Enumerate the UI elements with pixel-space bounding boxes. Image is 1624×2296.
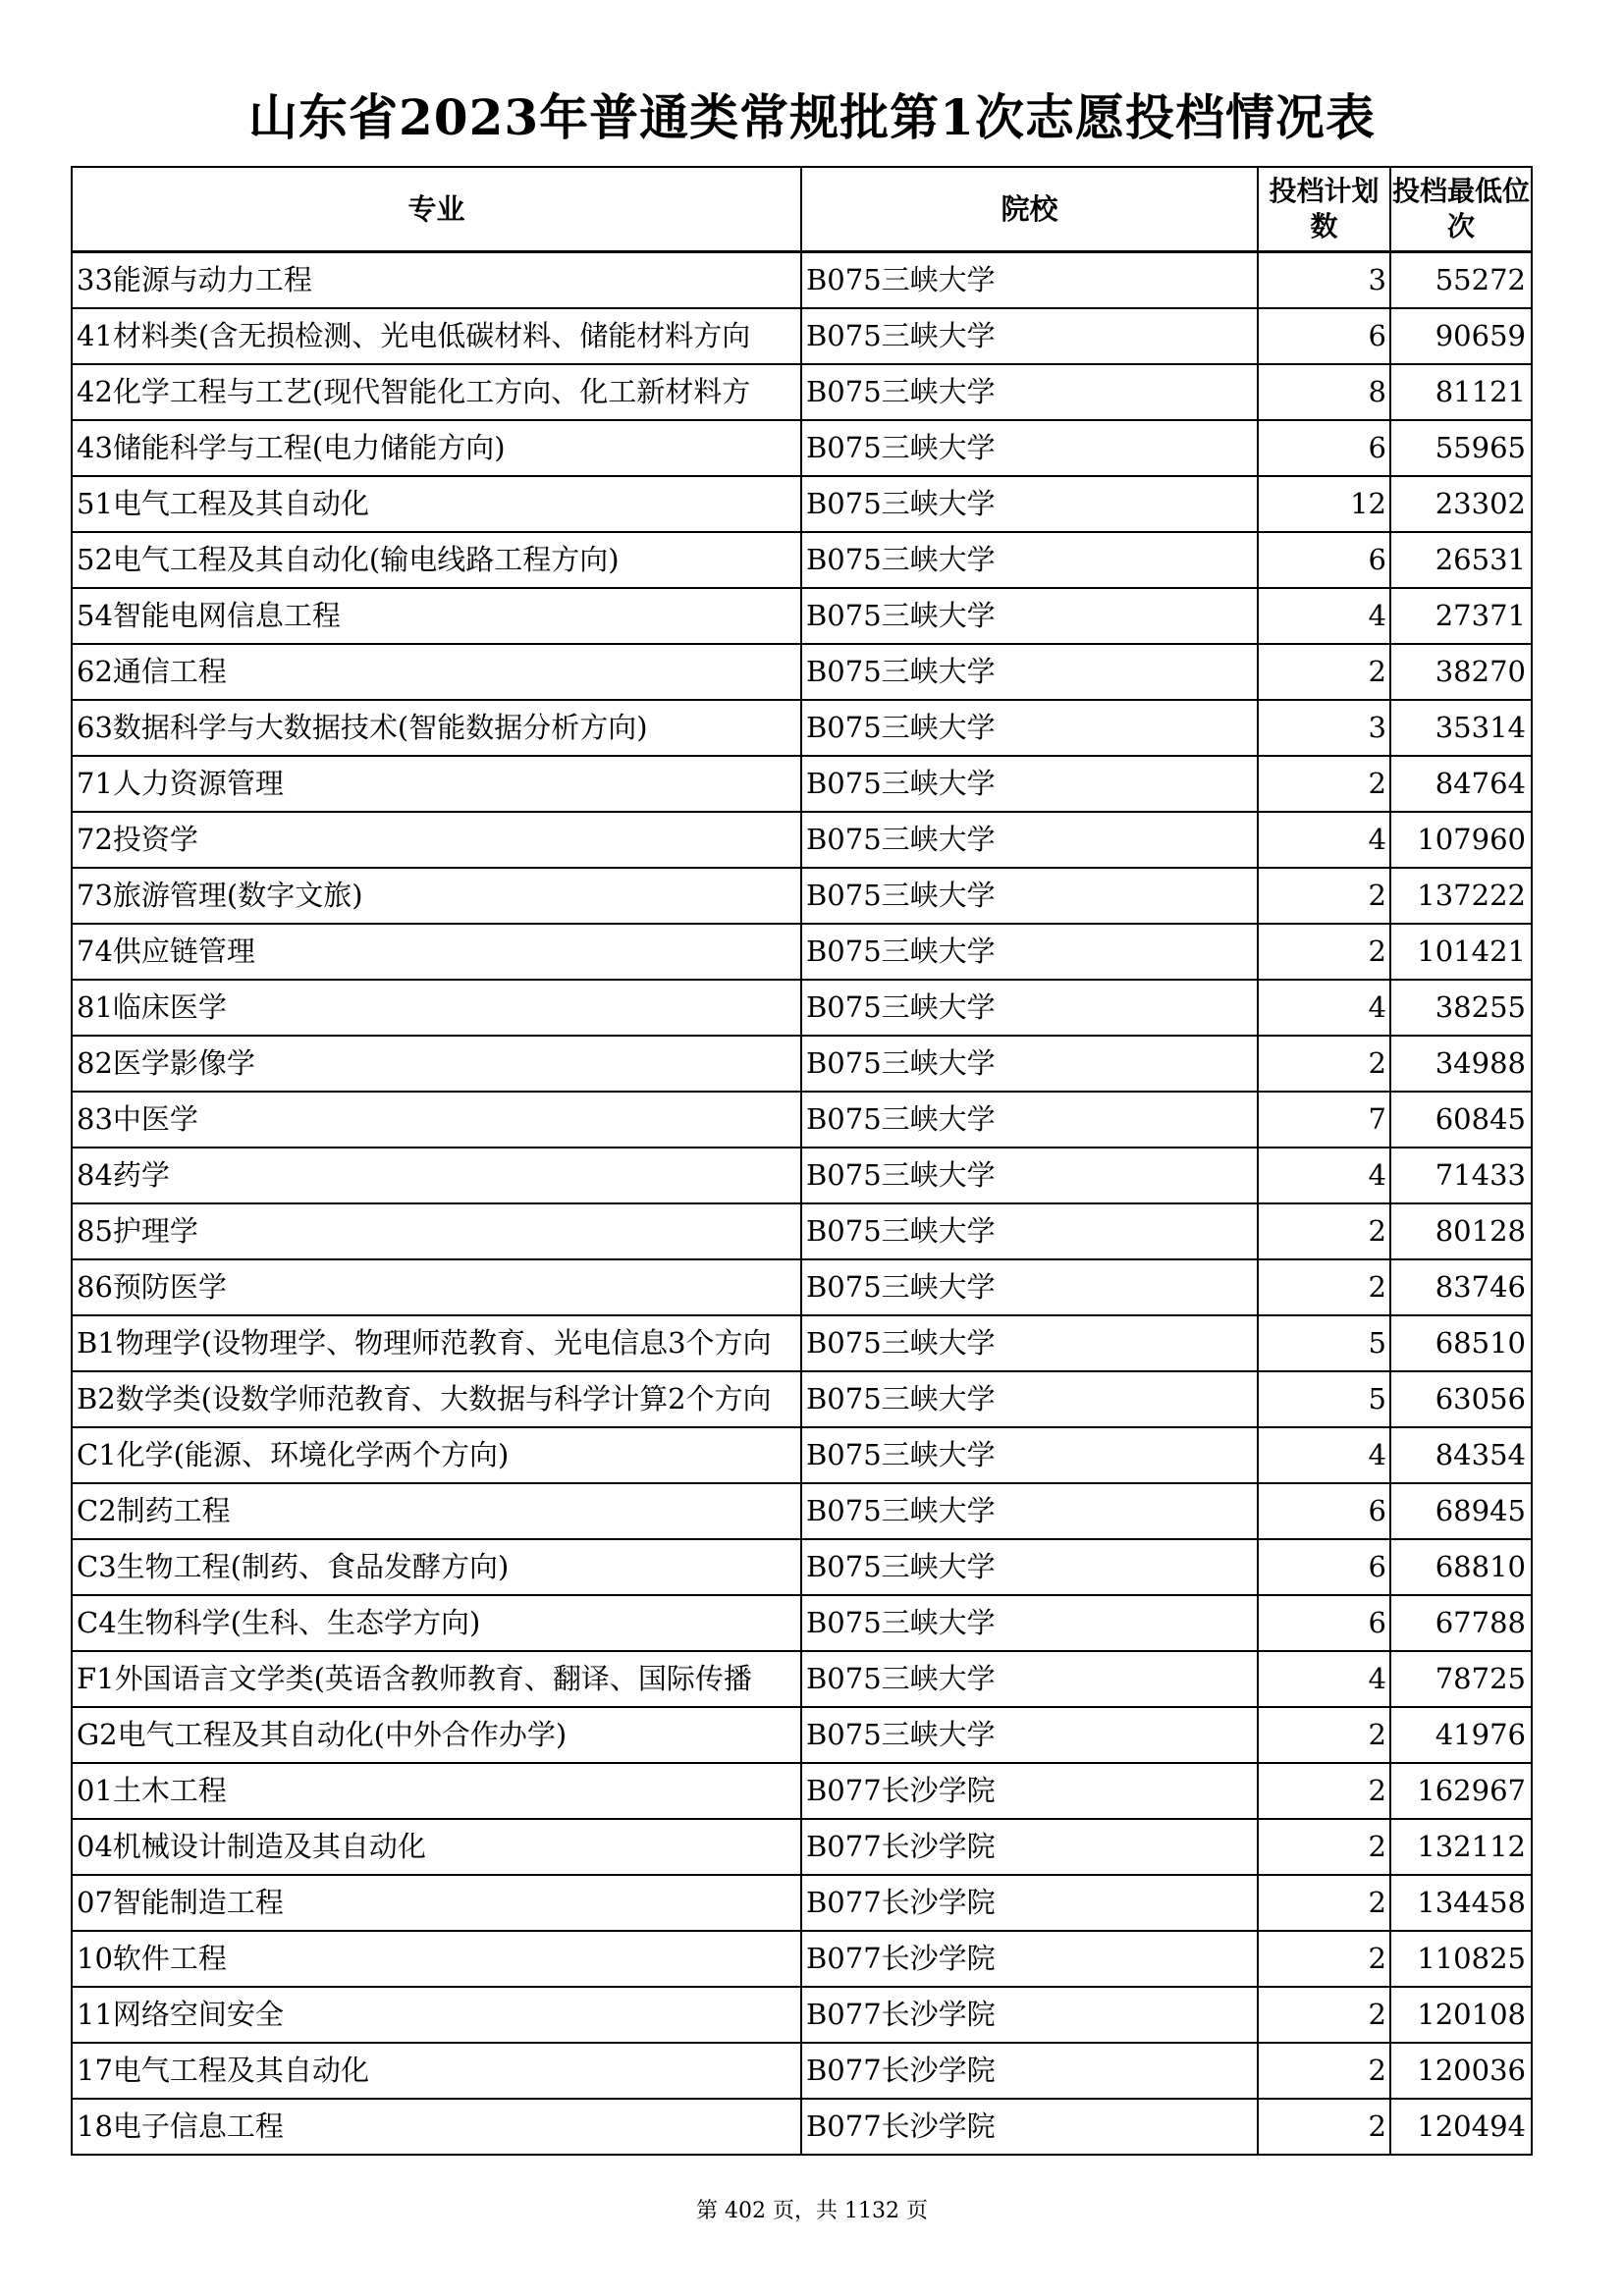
header-plan: 投档计划数 xyxy=(1258,167,1390,252)
table-row xyxy=(72,980,1532,1036)
school-cell: B075三峡大学 xyxy=(801,700,1258,756)
major-cell: C2制药工程 xyxy=(72,1483,801,1539)
table-header xyxy=(72,167,1532,252)
major-cell: 71人力资源管理 xyxy=(72,756,801,812)
plan-count-cell: 2 xyxy=(1258,644,1390,700)
major-cell: F1外国语言文学类(英语含教师教育、翻译、国际传播 xyxy=(72,1651,801,1707)
school-cell: B075三峡大学 xyxy=(801,308,1258,364)
school-cell: B075三峡大学 xyxy=(801,924,1258,980)
plan-count-cell: 6 xyxy=(1258,420,1390,476)
min-rank-cell: 81121 xyxy=(1390,364,1532,420)
major-cell: 43储能科学与工程(电力储能方向) xyxy=(72,420,801,476)
plan-count-cell: 2 xyxy=(1258,1931,1390,1987)
school-cell: B077长沙学院 xyxy=(801,1819,1258,1875)
header-major: 专业 xyxy=(72,167,801,252)
table-row xyxy=(72,2043,1532,2099)
min-rank-cell: 162967 xyxy=(1390,1763,1532,1819)
table-row xyxy=(72,1539,1532,1595)
table-row xyxy=(72,588,1532,644)
major-cell: 33能源与动力工程 xyxy=(72,252,801,309)
min-rank-cell: 38255 xyxy=(1390,980,1532,1036)
plan-count-cell: 3 xyxy=(1258,700,1390,756)
table-row xyxy=(72,308,1532,364)
plan-count-cell: 2 xyxy=(1258,1036,1390,1092)
plan-count-cell: 7 xyxy=(1258,1092,1390,1148)
plan-count-cell: 4 xyxy=(1258,588,1390,644)
header-school: 院校 xyxy=(801,167,1258,252)
min-rank-cell: 68810 xyxy=(1390,1539,1532,1595)
min-rank-cell: 68945 xyxy=(1390,1483,1532,1539)
min-rank-cell: 41976 xyxy=(1390,1707,1532,1763)
table-row xyxy=(72,1259,1532,1315)
table-row xyxy=(72,420,1532,476)
school-cell: B075三峡大学 xyxy=(801,1427,1258,1483)
table-row xyxy=(72,1819,1532,1875)
table-row xyxy=(72,1763,1532,1819)
min-rank-cell: 110825 xyxy=(1390,1931,1532,1987)
plan-count-cell: 4 xyxy=(1258,980,1390,1036)
table-row xyxy=(72,924,1532,980)
min-rank-cell: 120108 xyxy=(1390,1987,1532,2043)
school-cell: B075三峡大学 xyxy=(801,868,1258,924)
table-row xyxy=(72,1148,1532,1203)
table-body xyxy=(72,252,1532,2156)
school-cell: B075三峡大学 xyxy=(801,1595,1258,1651)
major-cell: 01土木工程 xyxy=(72,1763,801,1819)
min-rank-cell: 23302 xyxy=(1390,476,1532,532)
major-cell: 86预防医学 xyxy=(72,1259,801,1315)
major-cell: 85护理学 xyxy=(72,1203,801,1259)
school-cell: B075三峡大学 xyxy=(801,756,1258,812)
page-number: 第 402 页，共 1132 页 xyxy=(696,2199,928,2223)
min-rank-cell: 35314 xyxy=(1390,700,1532,756)
school-cell: B075三峡大学 xyxy=(801,1483,1258,1539)
major-cell: 74供应链管理 xyxy=(72,924,801,980)
min-rank-cell: 78725 xyxy=(1390,1651,1532,1707)
min-rank-cell: 120494 xyxy=(1390,2099,1532,2155)
major-cell: B1物理学(设物理学、物理师范教育、光电信息3个方向 xyxy=(72,1315,801,1371)
table-row xyxy=(72,364,1532,420)
plan-count-cell: 2 xyxy=(1258,2099,1390,2155)
major-cell: B2数学类(设数学师范教育、大数据与科学计算2个方向 xyxy=(72,1371,801,1427)
table-row xyxy=(72,1987,1532,2043)
plan-count-cell: 2 xyxy=(1258,1819,1390,1875)
school-cell: B075三峡大学 xyxy=(801,1148,1258,1203)
table-row xyxy=(72,532,1532,588)
school-cell: B075三峡大学 xyxy=(801,980,1258,1036)
major-cell: 73旅游管理(数字文旅) xyxy=(72,868,801,924)
major-cell: 11网络空间安全 xyxy=(72,1987,801,2043)
plan-count-cell: 3 xyxy=(1258,252,1390,309)
school-cell: B075三峡大学 xyxy=(801,1092,1258,1148)
school-cell: B075三峡大学 xyxy=(801,1651,1258,1707)
table-row xyxy=(72,252,1532,309)
school-cell: B075三峡大学 xyxy=(801,588,1258,644)
table-row xyxy=(72,1483,1532,1539)
plan-count-cell: 2 xyxy=(1258,756,1390,812)
plan-count-cell: 6 xyxy=(1258,308,1390,364)
plan-count-cell: 2 xyxy=(1258,1203,1390,1259)
table-row xyxy=(72,1875,1532,1931)
min-rank-cell: 26531 xyxy=(1390,532,1532,588)
table-row xyxy=(72,1707,1532,1763)
table-row xyxy=(72,868,1532,924)
school-cell: B075三峡大学 xyxy=(801,1315,1258,1371)
plan-count-cell: 4 xyxy=(1258,1651,1390,1707)
table-row xyxy=(72,812,1532,868)
major-cell: 63数据科学与大数据技术(智能数据分析方向) xyxy=(72,700,801,756)
school-cell: B075三峡大学 xyxy=(801,644,1258,700)
major-cell: 54智能电网信息工程 xyxy=(72,588,801,644)
school-cell: B075三峡大学 xyxy=(801,420,1258,476)
plan-count-cell: 6 xyxy=(1258,1595,1390,1651)
table-row xyxy=(72,1371,1532,1427)
min-rank-cell: 120036 xyxy=(1390,2043,1532,2099)
school-cell: B075三峡大学 xyxy=(801,1539,1258,1595)
school-cell: B075三峡大学 xyxy=(801,812,1258,868)
plan-count-cell: 2 xyxy=(1258,1259,1390,1315)
min-rank-cell: 107960 xyxy=(1390,812,1532,868)
school-cell: B075三峡大学 xyxy=(801,1203,1258,1259)
min-rank-cell: 137222 xyxy=(1390,868,1532,924)
plan-count-cell: 8 xyxy=(1258,364,1390,420)
school-cell: B075三峡大学 xyxy=(801,1259,1258,1315)
major-cell: 41材料类(含无损检测、光电低碳材料、储能材料方向 xyxy=(72,308,801,364)
header-rank: 投档最低位次 xyxy=(1390,167,1532,252)
school-cell: B077长沙学院 xyxy=(801,1931,1258,1987)
min-rank-cell: 84354 xyxy=(1390,1427,1532,1483)
major-cell: 72投资学 xyxy=(72,812,801,868)
school-cell: B075三峡大学 xyxy=(801,252,1258,309)
min-rank-cell: 80128 xyxy=(1390,1203,1532,1259)
min-rank-cell: 101421 xyxy=(1390,924,1532,980)
plan-count-cell: 2 xyxy=(1258,2043,1390,2099)
major-cell: C3生物工程(制药、食品发酵方向) xyxy=(72,1539,801,1595)
page-title: 山东省2023年普通类常规批第1次志愿投档情况表 xyxy=(248,88,1376,146)
major-cell: 18电子信息工程 xyxy=(72,2099,801,2155)
min-rank-cell: 83746 xyxy=(1390,1259,1532,1315)
table-row xyxy=(72,1315,1532,1371)
plan-count-cell: 2 xyxy=(1258,1875,1390,1931)
major-cell: 04机械设计制造及其自动化 xyxy=(72,1819,801,1875)
major-cell: C4生物科学(生科、生态学方向) xyxy=(72,1595,801,1651)
school-cell: B077长沙学院 xyxy=(801,2043,1258,2099)
table-row xyxy=(72,1203,1532,1259)
plan-count-cell: 4 xyxy=(1258,1148,1390,1203)
table-row xyxy=(72,1092,1532,1148)
school-cell: B075三峡大学 xyxy=(801,1371,1258,1427)
plan-count-cell: 4 xyxy=(1258,1427,1390,1483)
plan-count-cell: 2 xyxy=(1258,868,1390,924)
table-row xyxy=(72,2099,1532,2155)
table-row xyxy=(72,644,1532,700)
table-row xyxy=(72,476,1532,532)
school-cell: B075三峡大学 xyxy=(801,1707,1258,1763)
school-cell: B075三峡大学 xyxy=(801,476,1258,532)
table-row xyxy=(72,1427,1532,1483)
major-cell: 83中医学 xyxy=(72,1092,801,1148)
min-rank-cell: 134458 xyxy=(1390,1875,1532,1931)
min-rank-cell: 27371 xyxy=(1390,588,1532,644)
table-row xyxy=(72,700,1532,756)
plan-count-cell: 6 xyxy=(1258,1483,1390,1539)
major-cell: 42化学工程与工艺(现代智能化工方向、化工新材料方 xyxy=(72,364,801,420)
school-cell: B077长沙学院 xyxy=(801,2099,1258,2155)
min-rank-cell: 55272 xyxy=(1390,252,1532,309)
major-cell: 82医学影像学 xyxy=(72,1036,801,1092)
major-cell: 17电气工程及其自动化 xyxy=(72,2043,801,2099)
plan-count-cell: 2 xyxy=(1258,1763,1390,1819)
table-row xyxy=(72,1931,1532,1987)
table-row xyxy=(72,1595,1532,1651)
major-cell: 52电气工程及其自动化(输电线路工程方向) xyxy=(72,532,801,588)
min-rank-cell: 63056 xyxy=(1390,1371,1532,1427)
school-cell: B075三峡大学 xyxy=(801,364,1258,420)
plan-count-cell: 6 xyxy=(1258,1539,1390,1595)
min-rank-cell: 90659 xyxy=(1390,308,1532,364)
header-row xyxy=(72,167,1532,252)
school-cell: B077长沙学院 xyxy=(801,1763,1258,1819)
table-row xyxy=(72,1036,1532,1092)
min-rank-cell: 71433 xyxy=(1390,1148,1532,1203)
min-rank-cell: 34988 xyxy=(1390,1036,1532,1092)
plan-count-cell: 5 xyxy=(1258,1315,1390,1371)
major-cell: 07智能制造工程 xyxy=(72,1875,801,1931)
plan-count-cell: 4 xyxy=(1258,812,1390,868)
major-cell: 81临床医学 xyxy=(72,980,801,1036)
major-cell: 62通信工程 xyxy=(72,644,801,700)
min-rank-cell: 55965 xyxy=(1390,420,1532,476)
school-cell: B075三峡大学 xyxy=(801,1036,1258,1092)
school-cell: B077长沙学院 xyxy=(801,1875,1258,1931)
min-rank-cell: 84764 xyxy=(1390,756,1532,812)
min-rank-cell: 60845 xyxy=(1390,1092,1532,1148)
plan-count-cell: 2 xyxy=(1258,1707,1390,1763)
min-rank-cell: 38270 xyxy=(1390,644,1532,700)
table-row xyxy=(72,756,1532,812)
major-cell: 10软件工程 xyxy=(72,1931,801,1987)
plan-count-cell: 12 xyxy=(1258,476,1390,532)
plan-count-cell: 2 xyxy=(1258,1987,1390,2043)
min-rank-cell: 68510 xyxy=(1390,1315,1532,1371)
min-rank-cell: 132112 xyxy=(1390,1819,1532,1875)
min-rank-cell: 67788 xyxy=(1390,1595,1532,1651)
major-cell: 84药学 xyxy=(72,1148,801,1203)
admission-table xyxy=(71,166,1533,2156)
table-row xyxy=(72,1651,1532,1707)
major-cell: C1化学(能源、环境化学两个方向) xyxy=(72,1427,801,1483)
plan-count-cell: 5 xyxy=(1258,1371,1390,1427)
school-cell: B075三峡大学 xyxy=(801,532,1258,588)
major-cell: G2电气工程及其自动化(中外合作办学) xyxy=(72,1707,801,1763)
plan-count-cell: 6 xyxy=(1258,532,1390,588)
school-cell: B077长沙学院 xyxy=(801,1987,1258,2043)
major-cell: 51电气工程及其自动化 xyxy=(72,476,801,532)
plan-count-cell: 2 xyxy=(1258,924,1390,980)
